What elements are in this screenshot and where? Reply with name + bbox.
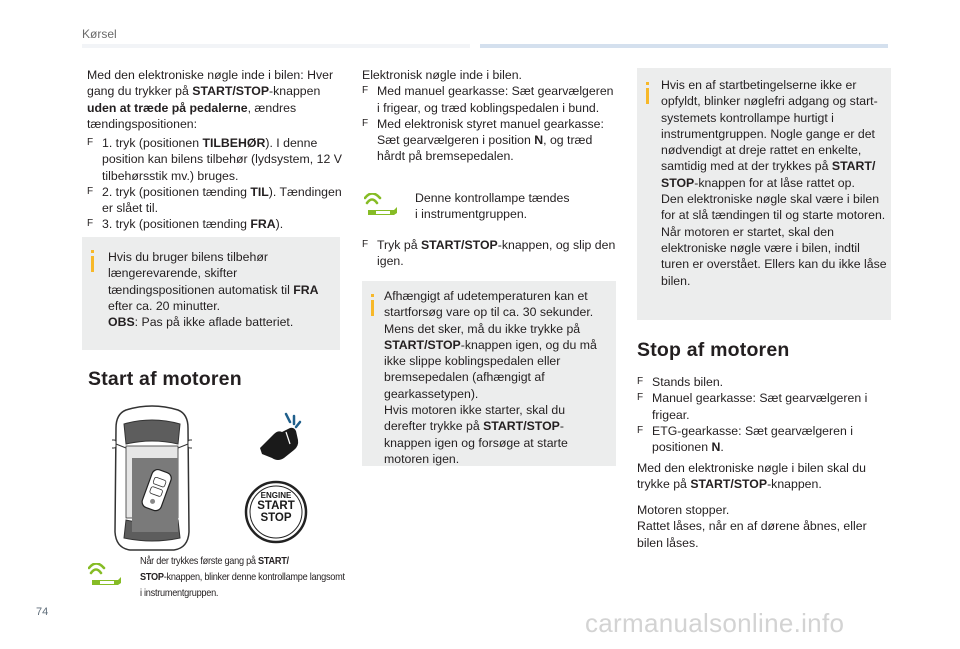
tip-text: Afhængigt af udetemperaturen kan et startforsøg vare op til ca. 30 sekunder. Mens det sker, må du ikke trykke på START/STOP-knappen igen, og du må ikke slippe koblingspedalen eller bremsepedalen (afhængigt af gearkassetypen). Hvis motoren ikke starter, skal du derefter trykke på START/STOP-knappen igen og forsøge at starte motoren igen. xyxy=(384,289,597,466)
tip-icon xyxy=(91,250,94,272)
stop-steps-list xyxy=(637,374,891,455)
bullet-marker: F xyxy=(362,85,369,97)
list-item: F 2. tryk (positionen tænding TIL). Tændingen er slået til. xyxy=(87,184,342,216)
keyless-lamp-icon xyxy=(88,563,124,587)
list-item: F 1. tryk (positionen TILBEHØR). I denne position kan bilens tilbehør (lydsystem, 12 V tilbehørsstik mv.) bruges. xyxy=(87,136,342,183)
header-rule-right xyxy=(480,44,888,48)
intro-paragraph: Med den elektroniske nøgle inde i bilen: Hver gang du trykker på START/STOP-knappen uden at træde på pedalerne, ændres tændingspositionen: xyxy=(87,68,334,131)
tip-text: Hvis du bruger bilens tilbehør længerevarende, skifter tændingspositionen automatisk til FRA efter ca. 20 minutter. OBS: Pas på ikke aflade batteriet. xyxy=(108,250,319,330)
engine-button-labels: ENGINE START STOP xyxy=(257,491,295,524)
list-item: F Manuel gearkasse: Sæt gearvælgeren i frigear. xyxy=(637,391,868,422)
header-rule-left xyxy=(82,44,470,48)
tip-box-conditions xyxy=(637,68,891,320)
bullet-marker: F xyxy=(87,137,94,148)
watermark-footer: carmanualsonline.info xyxy=(585,608,845,638)
manual-gearbox-instructions: Elektronisk nøgle inde i bilen. F Med manuel gearkasse: Sæt gearvælgeren i frigear, og træd koblingspedalen i bund. F Med elektronisk styret manuel gearkasse: Sæt gearvælgeren i position N, og træd hårdt på bremsepedalen. xyxy=(362,67,616,165)
heading-stop-engine: Stop af motoren xyxy=(637,339,790,361)
ignition-steps-list xyxy=(87,135,345,233)
stop-press-paragraph: Med den elektroniske nøgle i bilen skal du trykke på START/STOP-knappen. xyxy=(637,461,866,492)
list-item: F Med elektronisk styret manuel gearkasse: Sæt gearvælgeren i position N, og træd hårdt på bremsepedalen. xyxy=(362,116,604,164)
press-start-instruction xyxy=(362,237,616,270)
list-item: F 3. tryk (positionen tænding FRA). xyxy=(87,217,284,232)
section-title: Kørsel xyxy=(82,27,117,41)
bullet-marker: F xyxy=(362,117,369,129)
hand-press-icon xyxy=(256,410,304,462)
car-top-view-illustration xyxy=(112,404,192,552)
engine-stopped-paragraph: Motoren stopper. Rattet låses, når en af dørene åbnes, eller bilen låses. xyxy=(637,503,867,550)
list-item: F ETG-gearkasse: Sæt gearvælgeren i positionen N. xyxy=(637,423,853,455)
page-number: 74 xyxy=(36,606,49,618)
list-item: F Stands bilen. xyxy=(637,375,724,389)
lamp-description: Denne kontrollampe tændes i instrumentgruppen. xyxy=(415,191,570,222)
list-item: F Med manuel gearkasse: Sæt gearvælgeren i frigear, og træd koblingspedalen i bund. xyxy=(362,84,614,115)
bullet-marker: F xyxy=(87,185,94,197)
bullet-marker: F xyxy=(362,239,369,250)
tip-box-temperature xyxy=(362,281,616,466)
heading-start-engine: Start af motoren xyxy=(88,368,242,390)
bullet-marker: F xyxy=(637,392,644,404)
tip-icon xyxy=(371,294,374,316)
bullet-marker: F xyxy=(637,424,644,436)
start-lamp-caption: Når der trykkes første gang på START/ STOP-knappen, blinker denne kontrollampe langsomt i instrumentgruppen. xyxy=(140,556,345,599)
tip-text: Hvis en af startbetingelserne ikke er opfyldt, blinker nøglefri adgang og start-systemets kontrollampe hurtigt i instrumentgruppen. Nogle gange er det nødvendigt at dreje rattet en enkelte, samtidig med at der trykkes på START/ STOP-knappen for at låse rattet op. Den elektroniske nøgle skal være i bilen for at slå tændingen til og starte motoren. Når motoren er startet, skal den elektroniske nøgle være i bilen, indtil turen er overstået. Ellers kan du ikke låse bilen. xyxy=(661,78,887,288)
list-item: F Tryk på START/STOP-knappen, og slip den igen. xyxy=(362,238,616,269)
tip-icon xyxy=(646,82,649,104)
bullet-marker: F xyxy=(87,218,94,230)
bullet-marker: F xyxy=(637,376,644,387)
tip-box-accessory xyxy=(82,237,340,350)
keyless-lamp-icon xyxy=(364,193,400,217)
